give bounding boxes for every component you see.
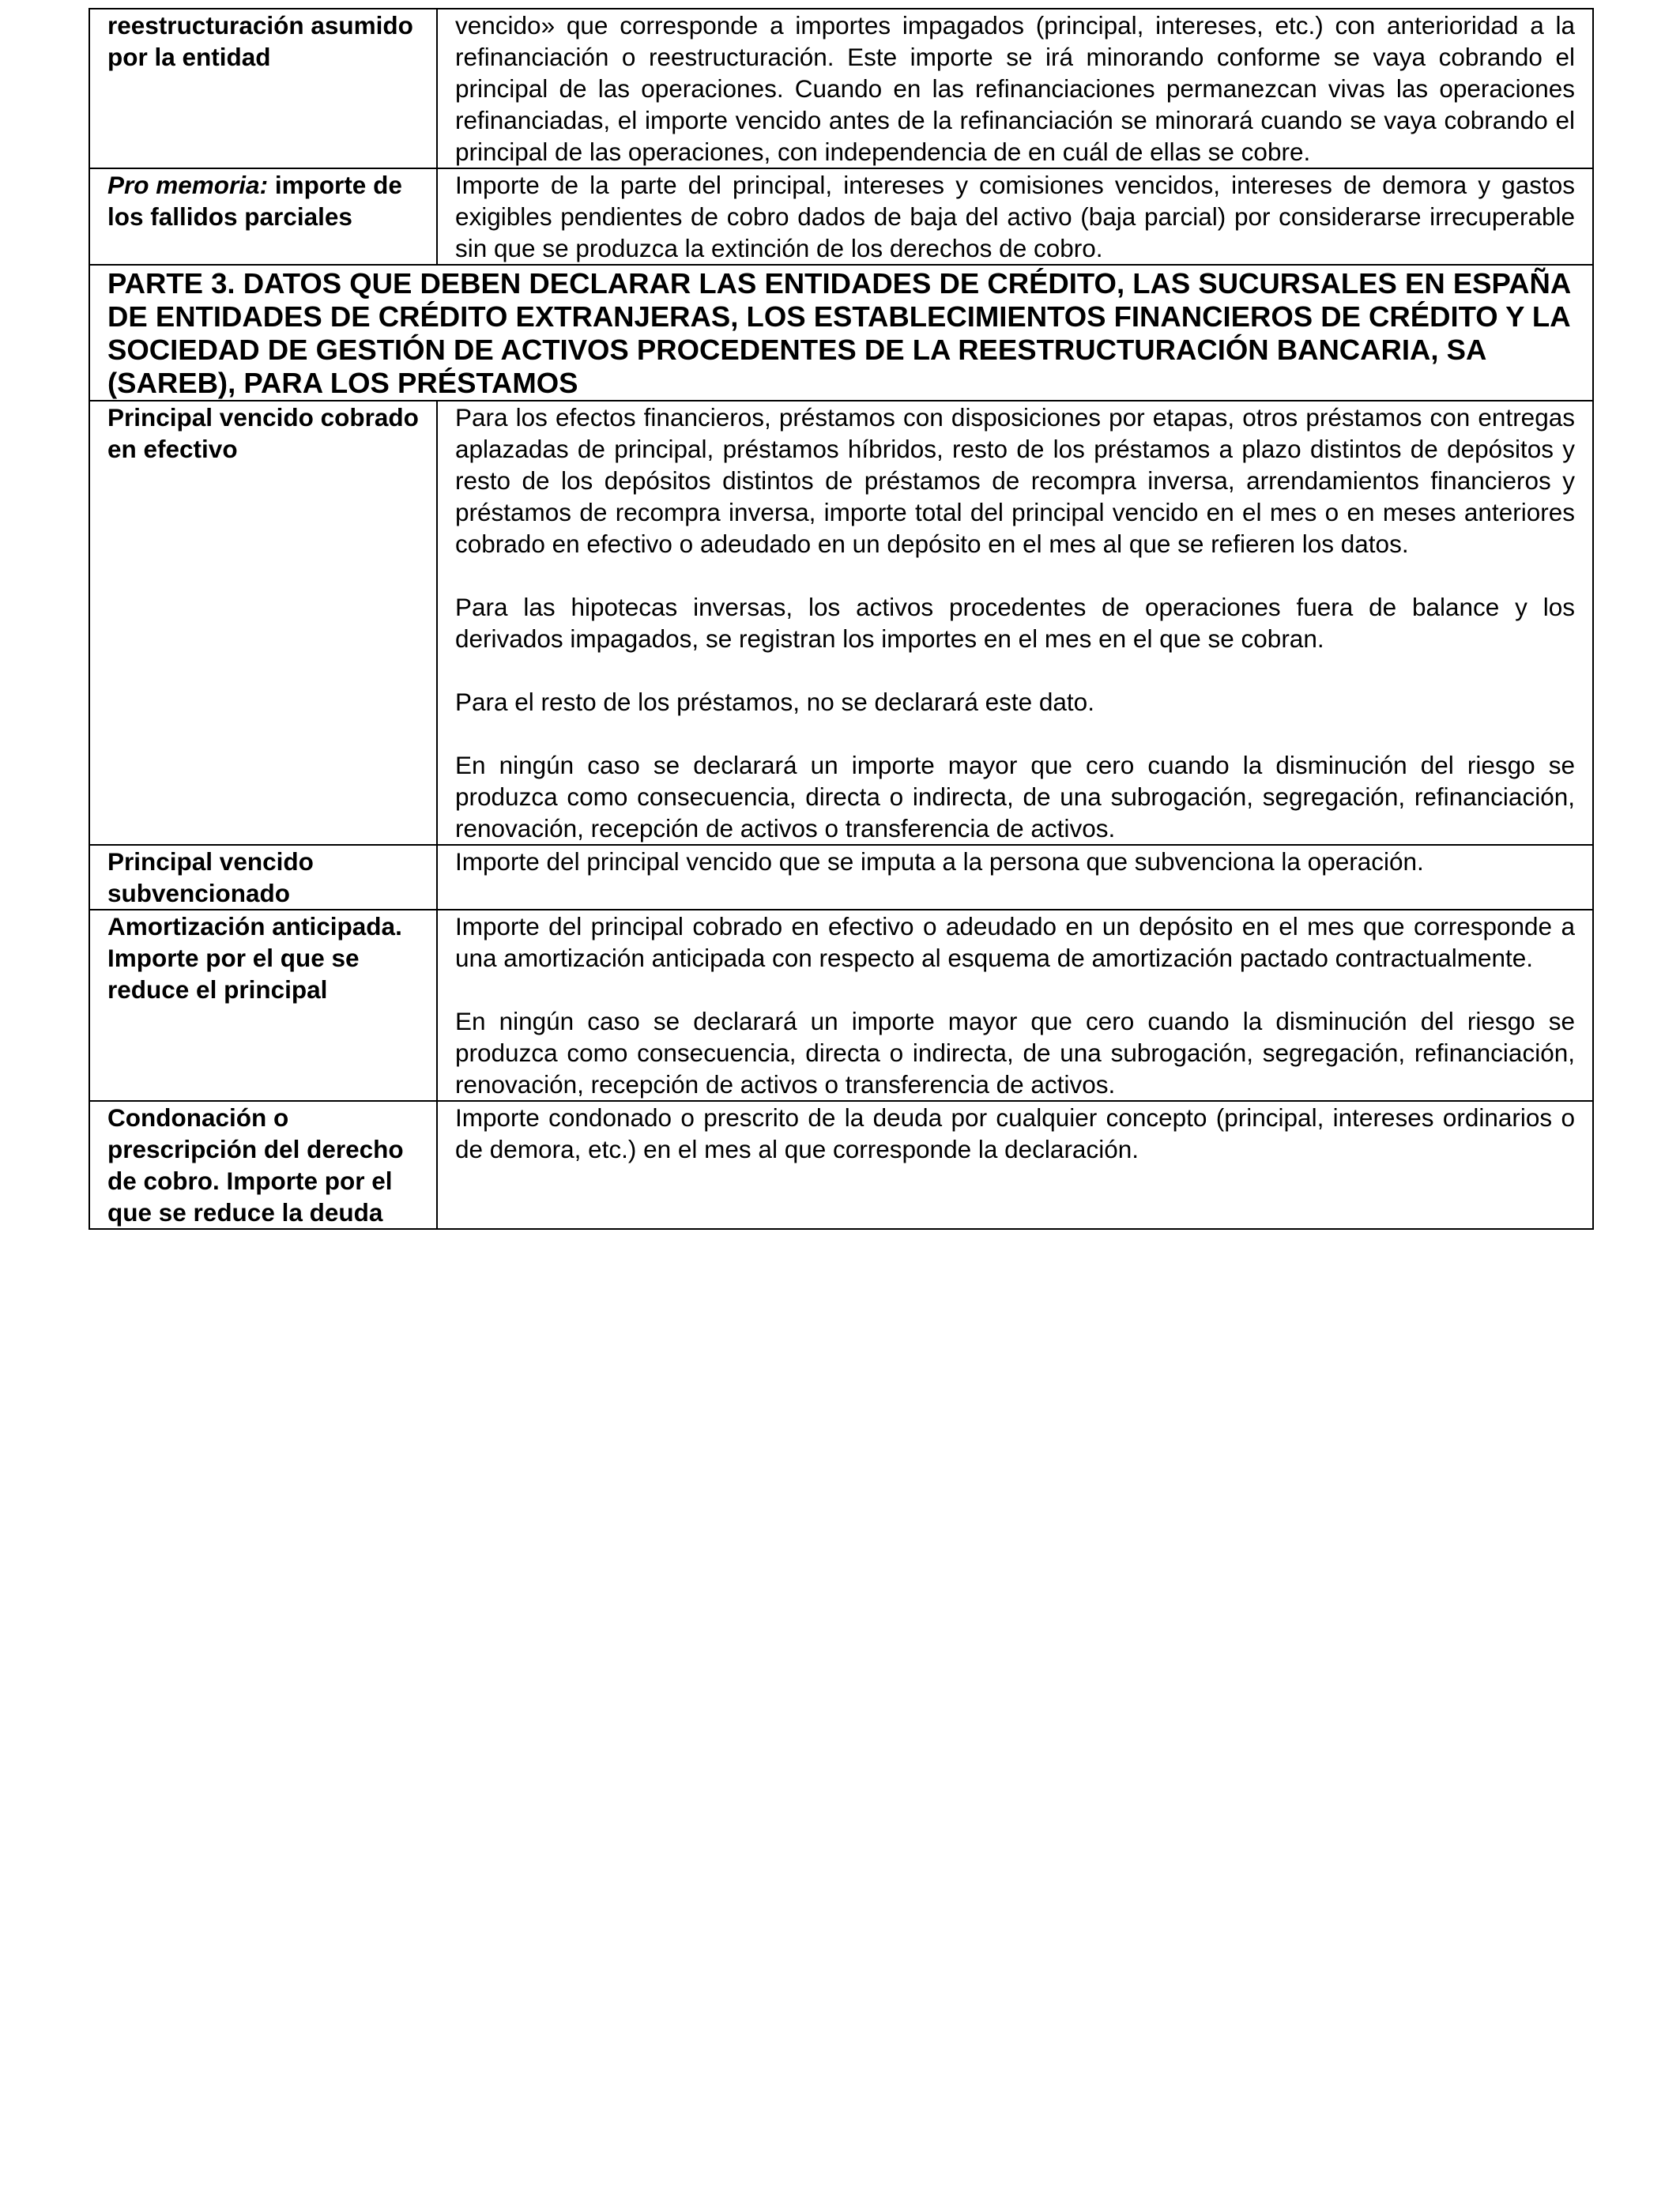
definition-cell <box>437 910 1593 1101</box>
definition-paragraph: Importe condonado o prescrito de la deuda por cualquier concepto (principal, intereses ordinarios o de demora, etc.) en el mes al que corresponde la declaración. <box>455 1103 1575 1163</box>
table-row <box>89 9 1593 168</box>
term-label: Condonación o prescripción del derecho de cobro. Importe por el que se reduce la deuda <box>107 1103 404 1227</box>
term-cell <box>89 9 437 168</box>
term-label: Amortización anticipada. Importe por el que se reduce el principal <box>107 912 402 1004</box>
term-label: Principal vencido subvencionado <box>107 847 314 907</box>
table-row <box>89 910 1593 1101</box>
term-cell <box>89 845 437 910</box>
term-label-italic: Pro memoria: <box>107 171 269 199</box>
definition-paragraph: Para las hipotecas inversas, los activos procedentes de operaciones fuera de balance y los derivados impagados, se registran los importes en el mes en el que se cobran. <box>455 593 1575 653</box>
definition-cell <box>437 401 1593 845</box>
definition-paragraph: En ningún caso se declarará un importe mayor que cero cuando la disminución del riesgo se produzca como consecuencia, directa o indirecta, de una subrogación, segregación, refinanciación, renovación, recepción de activos o transferencia de activos. <box>455 751 1575 843</box>
definition-paragraph: Para el resto de los préstamos, no se declarará este dato. <box>455 688 1094 716</box>
term-cell <box>89 910 437 1101</box>
term-label: importe de los fallidos parciales <box>107 171 402 231</box>
term-cell <box>89 401 437 845</box>
definition-paragraph: Importe de la parte del principal, intereses y comisiones vencidos, intereses de demora y gastos exigibles pendientes de cobro dados de baja del activo (baja parcial) por considerarse irrecuperable sin que se produzca la extinción de los derechos de cobro. <box>455 171 1575 262</box>
definition-cell <box>437 9 1593 168</box>
table-row <box>89 845 1593 910</box>
section-heading: PARTE 3. DATOS QUE DEBEN DECLARAR LAS ENTIDADES DE CRÉDITO, LAS SUCURSALES EN ESPAÑA DE ENTIDADES DE CRÉDITO EXTRANJERAS, LOS ESTABLECIMIENTOS FINANCIEROS DE CRÉDITO Y LA SOCIEDAD DE GESTIÓN DE ACTIVOS PROCEDENTES DE LA REESTRUCTURACIÓN BANCARIA, SA (SAREB), PARA LOS PRÉSTAMOS <box>89 265 1593 401</box>
definition-cell <box>437 845 1593 910</box>
definition-paragraph: Para los efectos financieros, préstamos con disposiciones por etapas, otros préstamos con entregas aplazadas de principal, préstamos híbridos, resto de los préstamos a plazo distintos de depósitos y resto de los depósitos distintos de préstamos de recompra inversa, arrendamientos financieros y préstamos de recompra inversa, importe total del principal vencido en el mes o en meses anteriores cobrado en efectivo o adeudado en un depósito en el mes al que se refieren los datos. <box>455 403 1575 558</box>
table-row <box>89 168 1593 265</box>
term-cell <box>89 1101 437 1229</box>
definition-paragraph: En ningún caso se declarará un importe mayor que cero cuando la disminución del riesgo se produzca como consecuencia, directa o indirecta, de una subrogación, segregación, refinanciación, renovación, recepción de activos o transferencia de activos. <box>455 1007 1575 1099</box>
term-label: Principal vencido cobrado en efectivo <box>107 403 419 463</box>
term-label: reestructuración asumido por la entidad <box>107 11 413 71</box>
definition-cell <box>437 1101 1593 1229</box>
definition-paragraph: Importe del principal cobrado en efectivo o adeudado en un depósito en el mes que corresponde a una amortización anticipada con respecto al esquema de amortización pactado contractualmente. <box>455 912 1575 972</box>
definition-paragraph: vencido» que corresponde a importes impagados (principal, intereses, etc.) con anterioridad a la refinanciación o reestructuración. Este importe se irá minorando conforme se vaya cobrando el principal de las operaciones. Cuando en las refinanciaciones permanezcan vivas las operaciones refinanciadas, el importe vencido antes de la refinanciación se minorará cuando se vaya cobrando el principal de las operaciones, con independencia de en cuál de ellas se cobre. <box>455 11 1575 166</box>
term-cell <box>89 168 437 265</box>
section-heading-row <box>89 265 1593 401</box>
definitions-table <box>89 8 1594 1230</box>
table-row <box>89 1101 1593 1229</box>
definition-paragraph: Importe del principal vencido que se imputa a la persona que subvenciona la operación. <box>455 847 1424 876</box>
table-row <box>89 401 1593 845</box>
definition-cell <box>437 168 1593 265</box>
